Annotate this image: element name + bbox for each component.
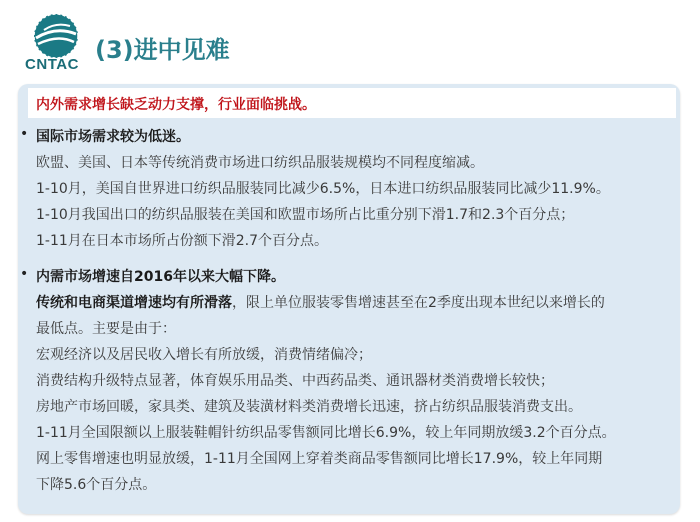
text-line: 1-11月在日本市场所占份额下滑2.7个百分点。 (36, 233, 329, 249)
logo-text: CNTAC (25, 56, 79, 73)
slide-header (0, 0, 700, 80)
summary-banner (28, 88, 676, 118)
banner-text: 内外需求增长缺乏动力支撑，行业面临挑战。 (36, 97, 316, 113)
bullet-icon: • (20, 266, 29, 282)
text-line: 最低点。主要是由于： (36, 321, 176, 337)
section-heading: 内需市场增速自2016年以来大幅下降。 (36, 269, 285, 285)
text-line: 下降5.6个百分点。 (36, 477, 157, 493)
page-title: (3)进中见难 (95, 36, 230, 64)
text-line: 1-11月全国限额以上服装鞋帽针纺织品零售额同比增长6.9%，较上年同期放缓3.2个百分点。 (36, 425, 616, 441)
text-line: 房地产市场回暖，家具类、建筑及装潢材料类消费增长迅速，挤占纺织品服装消费支出。 (36, 399, 582, 415)
bullet-icon: • (20, 126, 29, 142)
lead-line (36, 292, 605, 312)
section-heading: 国际市场需求较为低迷。 (36, 129, 190, 145)
lead-bold-text: 传统和电商渠道增速均有所滑落 (36, 295, 232, 311)
lead-rest-text: ，限上单位服装零售增速甚至在2季度出现本世纪以来增长的 (232, 295, 605, 311)
text-line: 网上零售增速也明显放缓，1-11月全国网上穿着类商品零售额同比增长17.9%，较上年同期 (36, 451, 603, 467)
text-line: 1-10月，美国自世界进口纺织品服装同比减少6.5%，日本进口纺织品服装同比减少11.9%。 (36, 181, 610, 197)
text-line: 消费结构升级特点显著，体育娱乐用品类、中西药品类、通讯器材类消费增长较快； (36, 373, 554, 389)
text-line: 1-10月我国出口的纺织品服装在美国和欧盟市场所占比重分别下滑1.7和2.3个百分点； (36, 207, 575, 223)
text-line: 欧盟、美国、日本等传统消费市场进口纺织品服装规模均不同程度缩减。 (36, 155, 484, 171)
text-line: 宏观经济以及居民收入增长有所放缓，消费情绪偏冷； (36, 347, 372, 363)
